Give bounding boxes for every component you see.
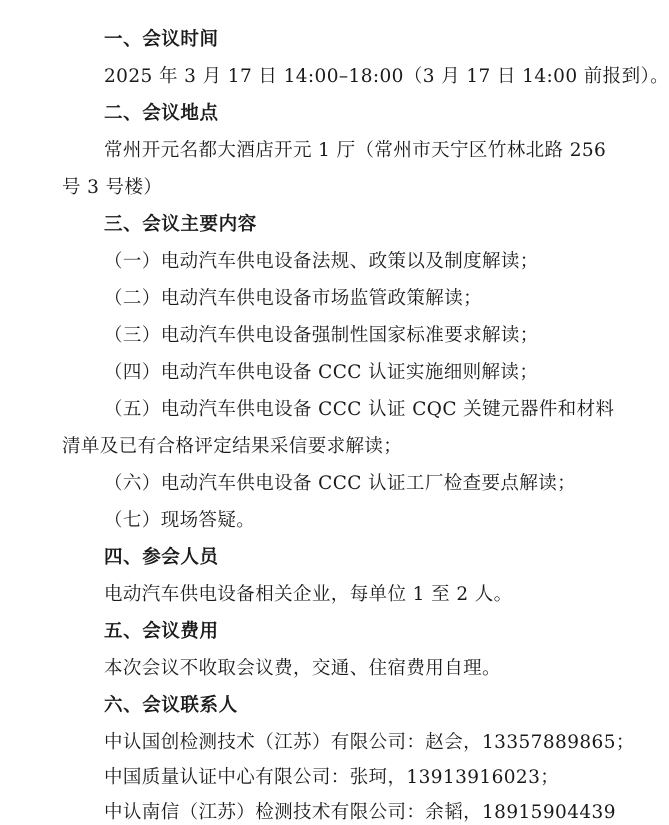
content-item-7: （七）现场答疑。 <box>104 510 256 531</box>
content-item-6: （六）电动汽车供电设备 CCC 认证工厂检查要点解读； <box>104 473 577 494</box>
meeting-location-line-1: 常州开元名都大酒店开元 1 厅（常州市天宁区竹林北路 256 <box>104 140 607 161</box>
content-item-4: （四）电动汽车供电设备 CCC 认证实施细则解读； <box>104 362 539 383</box>
section-heading-content: 三、会议主要内容 <box>104 214 257 235</box>
section-heading-fees: 五、会议费用 <box>104 621 219 642</box>
content-item-5-line-1: （五）电动汽车供电设备 CCC 认证 CQC 关键元器件和材料 <box>104 399 615 420</box>
fees-text: 本次会议不收取会议费，交通、住宿费用自理。 <box>104 658 501 679</box>
section-heading-attendees: 四、参会人员 <box>104 547 219 568</box>
content-item-5-line-2: 清单及已有合格评定结果采信要求解读； <box>62 436 403 457</box>
section-heading-time: 一、会议时间 <box>104 29 219 50</box>
meeting-time-text: 2025 年 3 月 17 日 14:00–18:00（3 月 17 日 14:00 前报到）。 <box>104 66 669 87</box>
section-heading-location: 二、会议地点 <box>104 103 219 124</box>
attendees-text: 电动汽车供电设备相关企业，每单位 1 至 2 人。 <box>104 584 513 605</box>
contact-line-3: 中认南信（江苏）检测技术有限公司：余韬，18915904439 <box>104 802 616 823</box>
meeting-location-line-2: 号 3 号楼） <box>62 177 163 198</box>
contact-line-2: 中国质量认证中心有限公司：张珂，13913916023； <box>104 767 560 788</box>
contact-line-1: 中认国创检测技术（江苏）有限公司：赵会，13357889865； <box>104 732 635 753</box>
section-heading-contacts: 六、会议联系人 <box>104 695 238 716</box>
content-item-2: （二）电动汽车供电设备市场监管政策解读； <box>104 288 483 309</box>
content-item-3: （三）电动汽车供电设备强制性国家标准要求解读； <box>104 325 539 346</box>
content-item-1: （一）电动汽车供电设备法规、政策以及制度解读； <box>104 251 539 272</box>
